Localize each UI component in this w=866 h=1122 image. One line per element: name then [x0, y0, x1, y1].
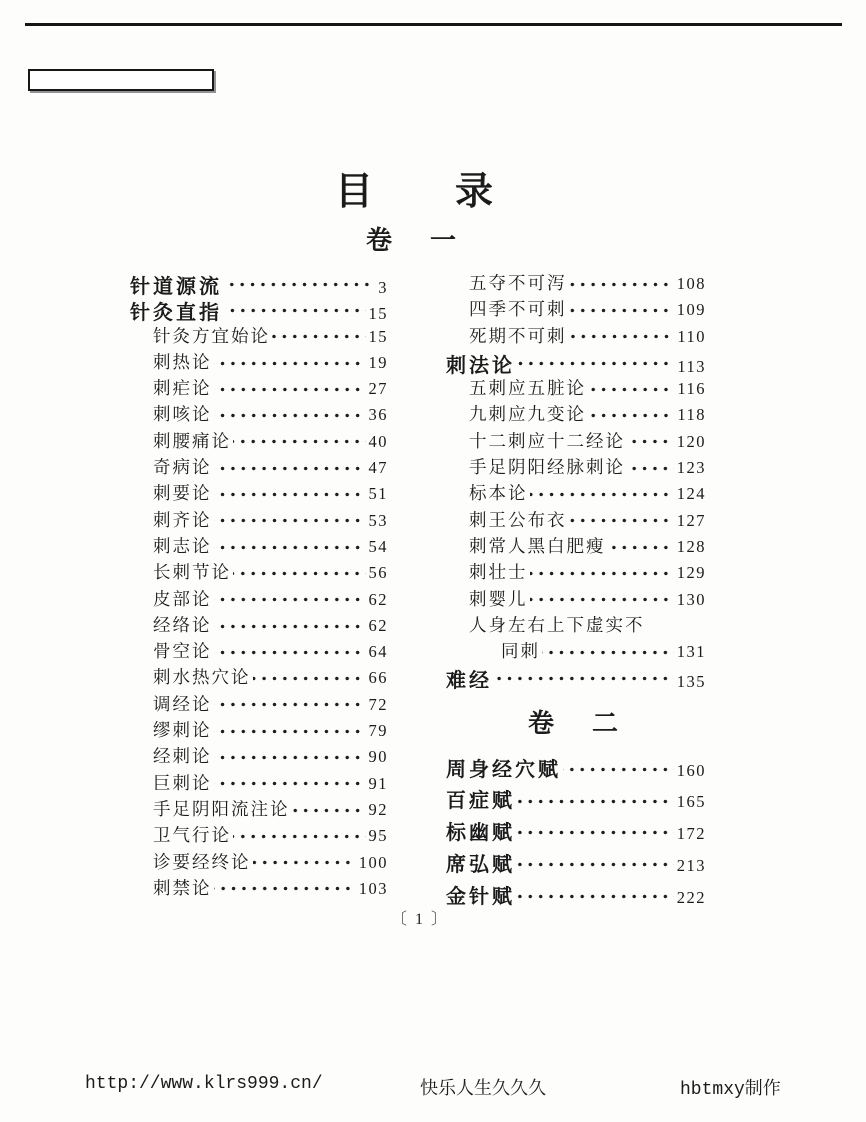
dot-leader — [214, 597, 366, 602]
toc-row — [130, 586, 388, 612]
dot-leader — [292, 808, 366, 813]
toc-volume1-right-entries — [446, 270, 706, 691]
toc-row — [446, 270, 706, 296]
toc-row — [130, 428, 388, 454]
toc-row — [446, 349, 706, 375]
toc-column-left — [130, 270, 388, 901]
toc-entry-page-number: 90 — [368, 747, 388, 767]
toc-entry-page-number: 129 — [676, 563, 706, 583]
toc-entry-page-number: 135 — [676, 672, 706, 692]
dot-leader — [569, 308, 674, 313]
toc-entry-title: 经刺论 — [153, 746, 212, 767]
dot-leader — [214, 702, 366, 707]
toc-entry-page-number: 120 — [676, 431, 706, 451]
toc-entry-page-number: 64 — [368, 642, 388, 662]
toc-row — [130, 270, 388, 296]
toc-entry-title: 刺禁论 — [153, 877, 212, 898]
toc-entry-page-number: 15 — [368, 326, 388, 346]
dot-leader — [214, 624, 366, 629]
toc-row — [446, 296, 706, 322]
toc-entry-page-number: 62 — [368, 615, 388, 635]
toc-entry-title: 难经 — [446, 670, 492, 693]
top-rule-line — [25, 23, 842, 26]
toc-row — [130, 401, 388, 427]
toc-entry-page-number: 79 — [368, 721, 388, 741]
toc-entry-page-number: 124 — [676, 484, 706, 504]
toc-entry-title: 卫气行论 — [153, 825, 231, 846]
toc-entry-page-number: 127 — [676, 510, 706, 530]
toc-row — [130, 480, 388, 506]
volume-1-heading: 卷 一 — [365, 226, 462, 255]
toc-row — [130, 533, 388, 559]
toc-entry-page-number: 54 — [368, 536, 388, 556]
dot-leader — [588, 413, 674, 418]
dot-leader — [542, 650, 674, 655]
toc-entry-title: 刺王公布衣 — [469, 509, 567, 530]
toc-entry-title: 皮部论 — [153, 588, 212, 609]
toc-row — [446, 784, 706, 816]
dot-leader — [517, 894, 674, 899]
dot-leader — [517, 799, 674, 804]
toc-column-right — [446, 270, 706, 911]
toc-entry-page-number: 172 — [676, 824, 706, 844]
dot-leader — [563, 767, 674, 772]
toc-entry-page-number: 116 — [677, 379, 706, 399]
dot-leader — [253, 860, 356, 865]
toc-row — [446, 753, 706, 785]
toc-row — [130, 375, 388, 401]
toc-row — [130, 349, 388, 375]
toc-entry-page-number: 91 — [368, 773, 388, 793]
toc-row — [130, 796, 388, 822]
toc-entry-page-number: 15 — [368, 304, 388, 324]
toc-entry-page-number: 62 — [368, 589, 388, 609]
dot-leader — [517, 830, 674, 835]
toc-row — [446, 507, 706, 533]
toc-entry-page-number: 130 — [676, 589, 706, 609]
toc-row — [446, 323, 706, 349]
dot-leader — [569, 334, 675, 339]
toc-row — [446, 428, 706, 454]
toc-entry-title: 刺常人黑白肥瘦 — [469, 535, 606, 556]
dot-leader — [233, 834, 366, 839]
dot-leader — [608, 545, 674, 550]
toc-entry-page-number: 100 — [358, 852, 388, 872]
toc-entry-title: 人身左右上下虚实不 — [469, 614, 645, 635]
toc-entry-title: 刺水热穴论 — [153, 667, 251, 688]
toc-row — [130, 664, 388, 690]
dot-leader — [214, 886, 356, 891]
toc-entry-page-number: 19 — [368, 352, 388, 372]
toc-entry-title: 刺齐论 — [153, 509, 212, 530]
footer-credit: hbtmxy制作 — [680, 1080, 781, 1100]
toc-entry-page-number: 109 — [676, 300, 706, 320]
dot-leader — [530, 492, 674, 497]
toc-row — [130, 770, 388, 796]
dot-leader — [214, 729, 366, 734]
toc-entry-title: 标幽赋 — [446, 822, 515, 845]
dot-leader — [494, 676, 674, 681]
toc-entry-title: 刺腰痛论 — [153, 430, 231, 451]
toc-entry-title: 十二刺应十二经论 — [469, 430, 625, 451]
volume-2-heading: 卷 二 — [527, 708, 624, 738]
toc-entry-title: 针灸直指 — [130, 302, 222, 325]
toc-row — [130, 743, 388, 769]
toc-entry-title: 五夺不可泻 — [469, 273, 567, 293]
toc-entry-page-number: 103 — [358, 878, 388, 898]
footer — [0, 1074, 866, 1100]
dot-leader — [214, 781, 366, 786]
toc-row — [130, 559, 388, 585]
folio-page-number: 〔 1 〕 — [390, 911, 449, 928]
toc-row — [130, 612, 388, 638]
toc-row — [130, 323, 388, 349]
toc-row — [130, 296, 388, 325]
toc-entry-page-number: 66 — [368, 668, 388, 688]
toc-row — [446, 375, 706, 401]
toc-entry-title: 骨空论 — [153, 641, 212, 662]
toc-entry-page-number: 108 — [676, 274, 706, 293]
toc-entry-title: 金针赋 — [446, 885, 515, 908]
toc-entry-title: 刺志论 — [153, 535, 212, 556]
dot-leader — [233, 439, 366, 444]
toc-entry-page-number: 47 — [368, 458, 388, 478]
dot-leader — [224, 308, 366, 313]
dot-leader — [253, 676, 366, 681]
dot-leader — [569, 518, 674, 523]
dot-leader — [517, 361, 674, 366]
toc-entry-title: 缪刺论 — [153, 720, 212, 741]
toc-row — [130, 822, 388, 848]
toc-entry-title: 长刺节论 — [153, 562, 231, 583]
toc-entry-title: 九刺应九变论 — [469, 404, 586, 425]
dot-leader — [214, 492, 366, 497]
dot-leader — [569, 282, 674, 287]
toc-entry-title: 刺法论 — [446, 354, 515, 377]
dot-leader — [530, 597, 674, 602]
footer-site-name: 快乐人生久久久 — [420, 1080, 546, 1100]
toc-entry-title: 调经论 — [153, 693, 212, 714]
toc-row — [446, 559, 706, 585]
toc-row — [130, 507, 388, 533]
toc-entry-title: 针灸方宜始论 — [153, 325, 270, 346]
toc-entry-page-number: 51 — [368, 484, 388, 504]
dot-leader — [214, 387, 366, 392]
dot-leader — [627, 439, 674, 444]
toc-entry-title: 诊要经终论 — [153, 851, 251, 872]
toc-volume2-entries — [446, 753, 706, 911]
toc-row — [446, 533, 706, 559]
toc-entry-page-number: 128 — [676, 536, 706, 556]
toc-entry-title: 同刺 — [501, 641, 540, 662]
footer-url: http://www.klrs999.cn/ — [85, 1074, 323, 1094]
toc-row — [130, 875, 388, 901]
toc-entry-title: 五刺应五脏论 — [469, 378, 586, 399]
toc-entry-page-number: 56 — [368, 563, 388, 583]
toc-entry-title: 死期不可刺 — [469, 325, 567, 346]
dot-leader — [517, 862, 674, 867]
toc-entry-title: 四季不可刺 — [469, 299, 567, 320]
dot-leader — [588, 387, 674, 392]
toc-entry-title: 经络论 — [153, 614, 212, 635]
toc-entry-page-number: 92 — [368, 799, 388, 819]
dot-leader — [214, 650, 366, 655]
toc-entry-title: 奇病论 — [153, 457, 212, 478]
toc-entry-title: 手足阴阳流注论 — [153, 798, 290, 819]
toc-entry-page-number: 113 — [677, 356, 706, 376]
toc-entry-title: 刺疟论 — [153, 378, 212, 399]
toc-row — [446, 664, 706, 693]
toc-row — [446, 848, 706, 880]
toc-entry-title: 刺热论 — [153, 351, 212, 372]
toc-row — [130, 717, 388, 743]
toc-entry-title: 刺婴儿 — [469, 588, 528, 609]
toc-entry-title: 席弘赋 — [446, 853, 515, 876]
toc-entry-page-number: 118 — [677, 405, 706, 425]
toc-entry-page-number: 36 — [368, 405, 388, 425]
dot-leader — [627, 466, 674, 471]
toc-row — [130, 638, 388, 664]
toc-row — [130, 454, 388, 480]
toc-entry-page-number: 3 — [378, 278, 388, 297]
dot-leader — [530, 571, 674, 576]
toc-entry-title: 百症赋 — [446, 790, 515, 813]
dot-leader — [214, 413, 366, 418]
dot-leader — [224, 282, 375, 287]
dot-leader — [214, 361, 366, 366]
toc-row — [130, 691, 388, 717]
toc-row — [446, 612, 706, 638]
page-title: 目 录 — [334, 171, 495, 213]
toc-entry-page-number: 165 — [676, 792, 706, 812]
toc-row — [446, 480, 706, 506]
toc-entry-page-number: 95 — [368, 826, 388, 846]
toc-entry-title: 刺咳论 — [153, 404, 212, 425]
toc-entry-title: 针道源流 — [130, 276, 222, 298]
toc-entry-page-number: 27 — [368, 379, 388, 399]
toc-entry-title: 刺要论 — [153, 483, 212, 504]
toc-entry-page-number: 110 — [677, 326, 706, 346]
toc-entry-page-number: 131 — [676, 642, 706, 662]
toc-entry-page-number: 160 — [676, 760, 706, 780]
empty-stamp-box — [28, 69, 214, 91]
toc-row — [130, 849, 388, 875]
toc-entry-title: 刺壮士 — [469, 562, 528, 583]
toc-entry-page-number: 40 — [368, 431, 388, 451]
toc-entry-title: 巨刺论 — [153, 772, 212, 793]
toc-row — [446, 586, 706, 612]
dot-leader — [214, 518, 366, 523]
dot-leader — [214, 755, 366, 760]
toc-entry-page-number: 222 — [676, 887, 706, 907]
toc-entry-page-number: 53 — [368, 510, 388, 530]
toc-entry-title: 周身经穴赋 — [446, 758, 561, 781]
dot-leader — [214, 545, 366, 550]
toc-row — [446, 816, 706, 848]
toc-entry-title: 标本论 — [469, 483, 528, 504]
dot-leader — [214, 466, 366, 471]
toc-entry-title: 手足阴阳经脉刺论 — [469, 457, 625, 478]
toc-entry-page-number: 72 — [368, 694, 388, 714]
toc-row — [446, 454, 706, 480]
toc-row — [446, 638, 706, 664]
toc-entry-page-number: 123 — [676, 458, 706, 478]
dot-leader — [272, 334, 366, 339]
dot-leader — [233, 571, 366, 576]
toc-row — [446, 401, 706, 427]
toc-entry-page-number: 213 — [676, 855, 706, 875]
